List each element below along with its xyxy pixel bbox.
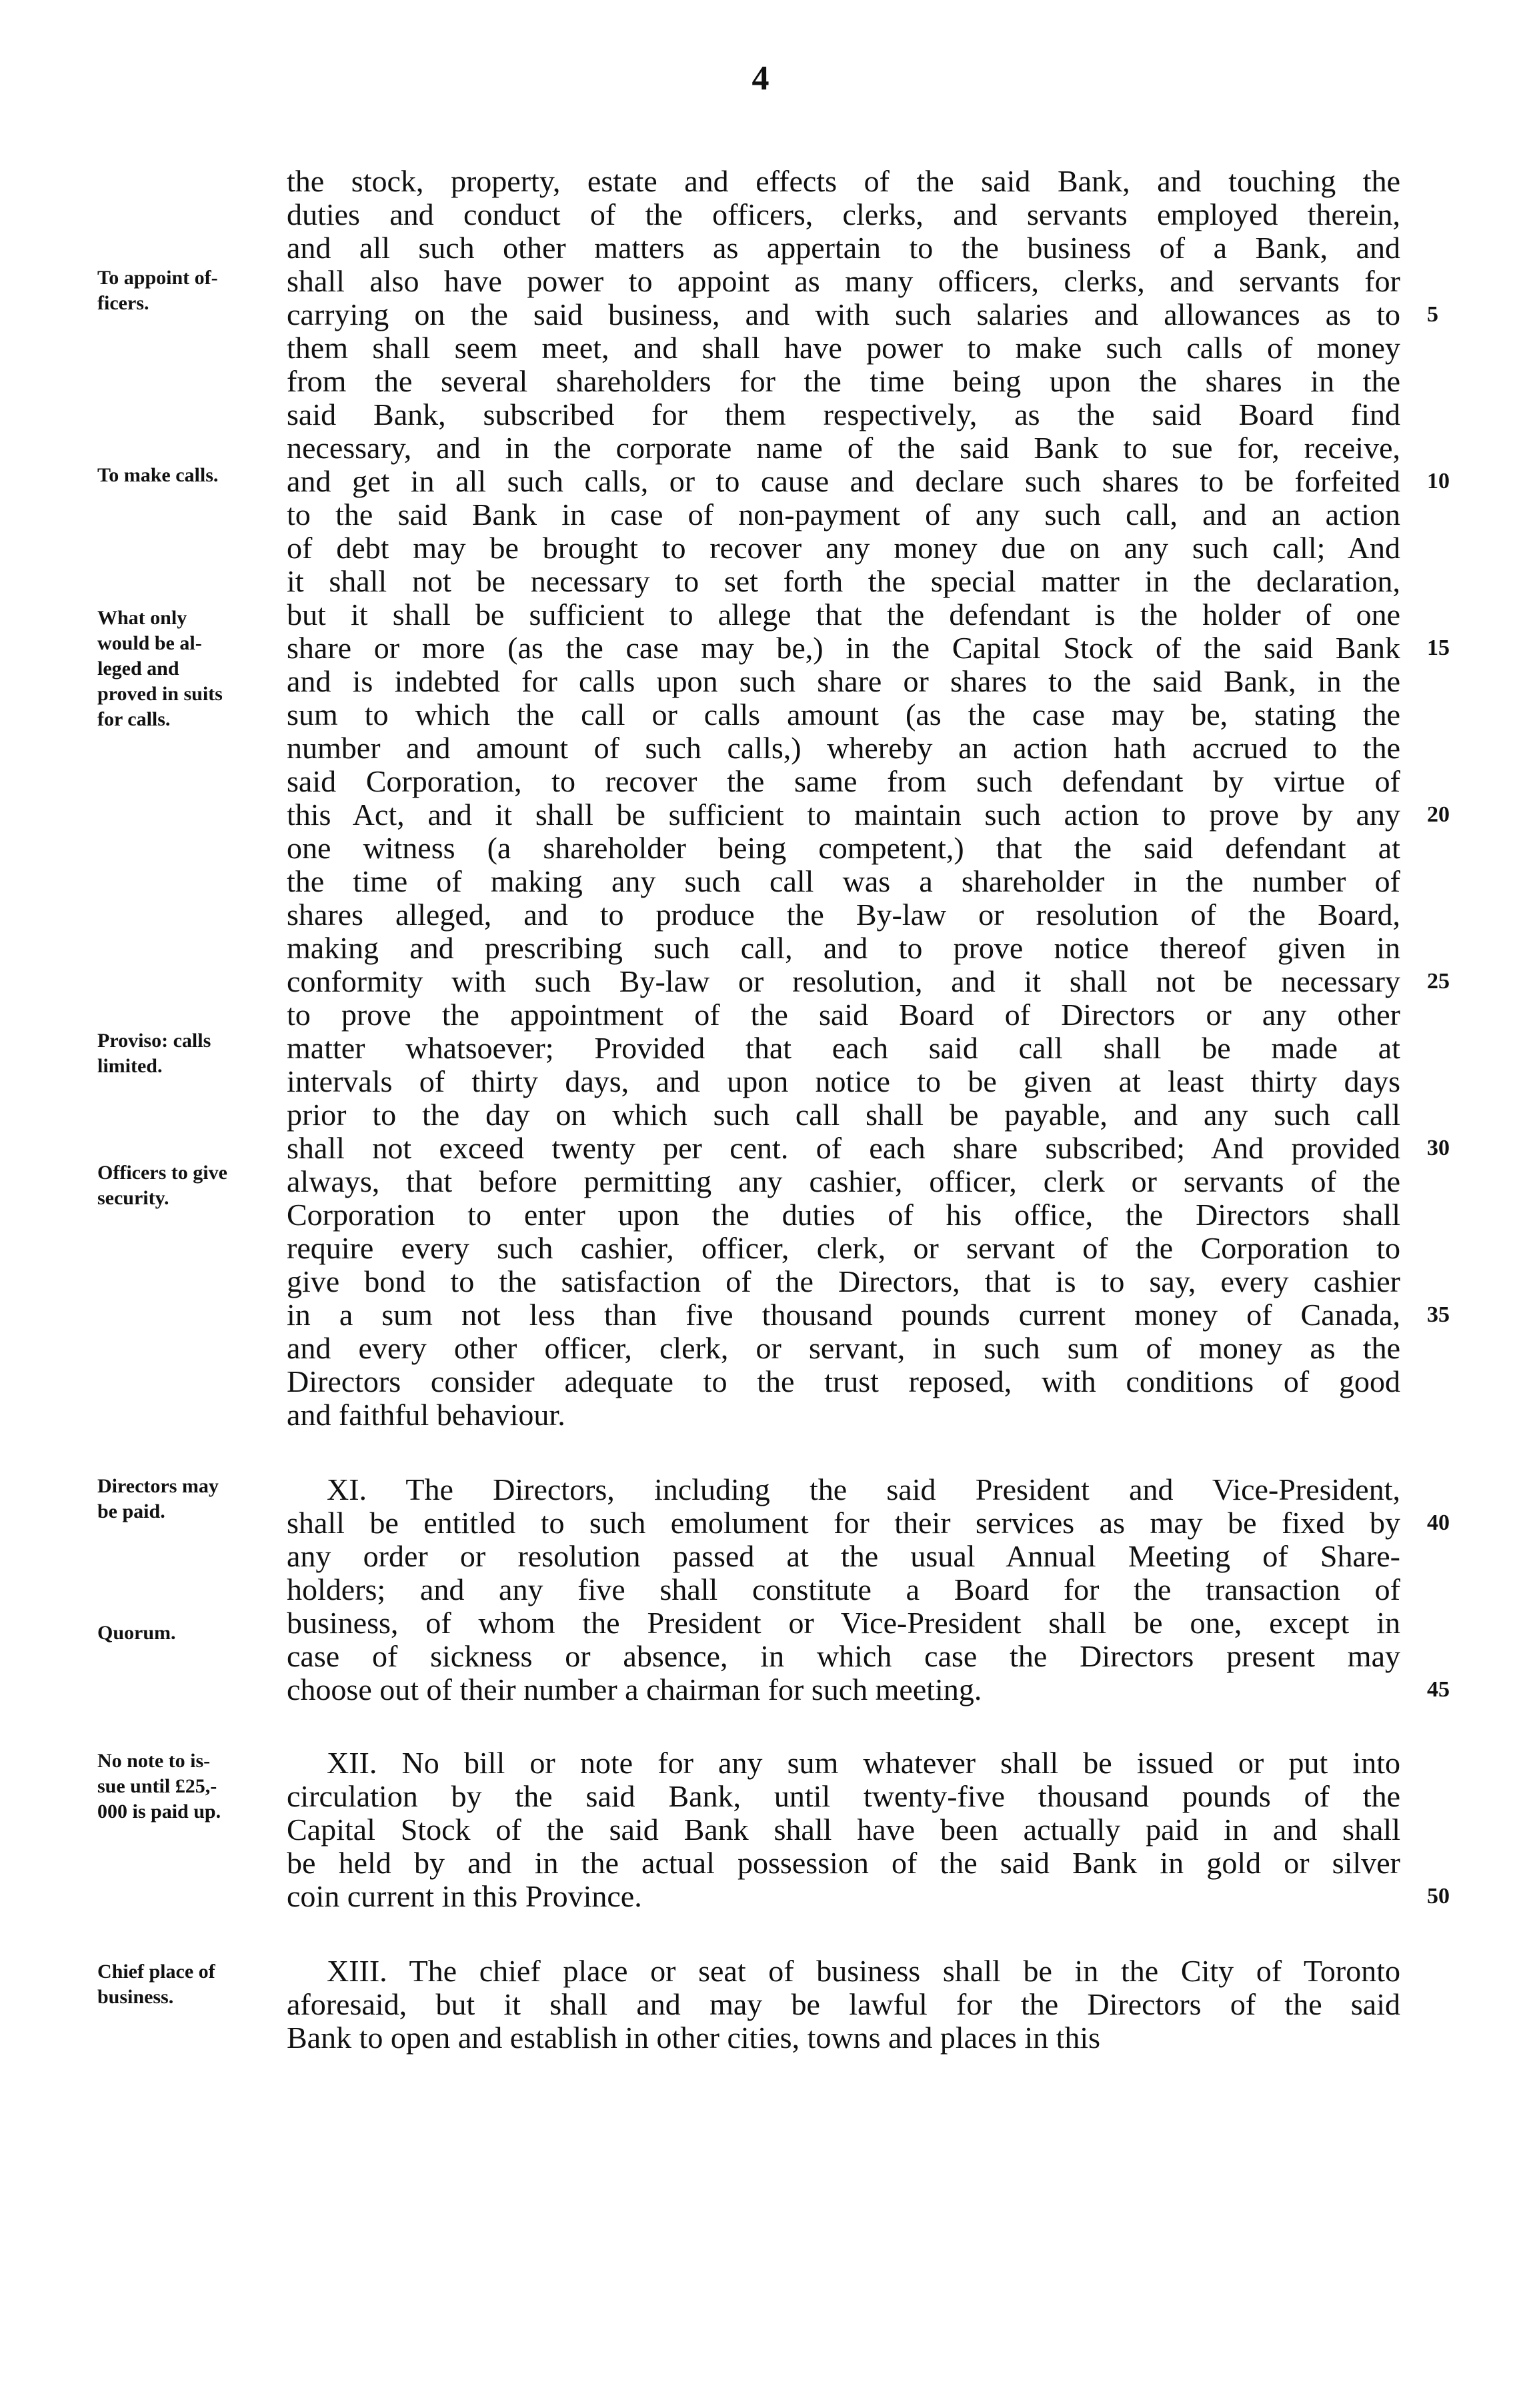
body-line: matter whatsoever; Provided that each said call shall be made at — [287, 1031, 1400, 1065]
line-number: 40 — [1427, 1510, 1450, 1535]
body-line: shares alleged, and to produce the By-law or resolution of the Board, — [287, 898, 1400, 932]
body-line: to the said Bank in case of non-payment of any such call, and an action — [287, 497, 1400, 531]
line-number: 5 — [1427, 302, 1438, 327]
body-line: it shall not be necessary to set forth the special matter in the declaration, — [287, 564, 1400, 598]
body-line: carrying on the said business, and with such salaries and allowances as to — [287, 297, 1400, 331]
body-line: holders; and any five shall constitute a Board for the transaction of — [287, 1572, 1400, 1606]
body-line: XI. The Directors, including the said President and Vice-President, — [327, 1472, 1400, 1506]
body-line: Directors consider adequate to the trust reposed, with conditions of good — [287, 1364, 1400, 1398]
body-line: case of sickness or absence, in which case the Directors present may — [287, 1639, 1400, 1673]
body-line: to prove the appointment of the said Board of Directors or any other — [287, 998, 1400, 1032]
body-line: and get in all such calls, or to cause and declare such shares to be forfeited — [287, 464, 1400, 498]
body-line: give bond to the satisfaction of the Directors, that is to say, every cashier — [287, 1264, 1400, 1298]
line-number: 50 — [1427, 1884, 1450, 1909]
body-line: shall also have power to appoint as many officers, clerks, and servants for — [287, 264, 1400, 298]
body-line: always, that before permitting any cashier, officer, clerk or servants of the — [287, 1164, 1400, 1198]
body-line: business, of whom the President or Vice-President shall be one, except in — [287, 1606, 1400, 1640]
body-line: and every other officer, clerk, or servant, in such sum of money as the — [287, 1331, 1400, 1365]
body-line: the stock, property, estate and effects of the said Bank, and touching the — [287, 164, 1400, 198]
body-line: Corporation to enter upon the duties of his office, the Directors shall — [287, 1198, 1400, 1232]
line-number: 20 — [1427, 802, 1450, 827]
body-line: conformity with such By-law or resolution, and it shall not be necessary — [287, 964, 1400, 998]
body-line: but it shall be sufficient to allege that the defendant is the holder of one — [287, 597, 1400, 632]
body-line: XII. No bill or note for any sum whatever shall be issued or put into — [327, 1746, 1400, 1780]
body-line: from the several shareholders for the time being upon the shares in the — [287, 364, 1400, 398]
body-line: one witness (a shareholder being competent,) that the said defendant at — [287, 831, 1400, 865]
body-line: and faithful behaviour. — [287, 1398, 565, 1432]
body-line: coin current in this Province. — [287, 1879, 642, 1913]
body-line: choose out of their number a chairman for such meeting. — [287, 1672, 982, 1706]
body-line: said Corporation, to recover the same from such defendant by virtue of — [287, 764, 1400, 798]
margin-note: Officers to give security. — [97, 1162, 227, 1209]
body-line: XIII. The chief place or seat of business shall be in the City of Toronto — [327, 1954, 1400, 1988]
body-line: them shall seem meet, and shall have power to make such calls of money — [287, 331, 1400, 365]
body-line: number and amount of such calls,) whereby an action hath accrued to the — [287, 731, 1400, 765]
body-line: shall be entitled to such emolument for their services as may be fixed by — [287, 1506, 1400, 1540]
line-number: 45 — [1427, 1677, 1450, 1702]
line-number: 15 — [1427, 636, 1450, 660]
line-number: 25 — [1427, 969, 1450, 994]
body-line: and is indebted for calls upon such share or shares to the said Bank, in the — [287, 664, 1400, 698]
body-line: intervals of thirty days, and upon notice to be given at least thirty days — [287, 1064, 1400, 1098]
margin-note: What only would be al- leged and proved in suits for calls. — [97, 607, 223, 730]
body-line: and all such other matters as appertain to the business of a Bank, and — [287, 231, 1400, 265]
margin-note: To appoint of- ficers. — [97, 267, 218, 314]
body-line: this Act, and it shall be sufficient to maintain such action to prove by any — [287, 798, 1400, 832]
body-line: aforesaid, but it shall and may be lawful for the Directors of the said — [287, 1987, 1400, 2021]
line-number: 10 — [1427, 469, 1450, 493]
margin-note: Proviso: calls limited. — [97, 1030, 211, 1077]
body-line: Bank to open and establish in other cities, towns and places in this — [287, 2021, 1101, 2055]
margin-note: No note to is- sue until £25,- 000 is paid up. — [97, 1750, 221, 1823]
body-line: Capital Stock of the said Bank shall have been actually paid in and shall — [287, 1813, 1400, 1847]
body-line: said Bank, subscribed for them respectively, as the said Board find — [287, 397, 1400, 431]
margin-note: Chief place of business. — [97, 1961, 215, 2008]
body-line: prior to the day on which such call shall be payable, and any such call — [287, 1098, 1400, 1132]
body-line: shall not exceed twenty per cent. of each share subscribed; And provided — [287, 1131, 1400, 1165]
body-line: of debt may be brought to recover any money due on any such call; And — [287, 531, 1400, 565]
body-line: making and prescribing such call, and to prove notice thereof given in — [287, 931, 1400, 965]
body-line: circulation by the said Bank, until twenty-five thousand pounds of the — [287, 1779, 1400, 1813]
line-number: 35 — [1427, 1302, 1450, 1327]
margin-note: Directors may be paid. — [97, 1475, 219, 1522]
body-line: share or more (as the case may be,) in the Capital Stock of the said Bank — [287, 631, 1400, 665]
body-line: duties and conduct of the officers, clerks, and servants employed therein, — [287, 197, 1400, 231]
body-line: in a sum not less than five thousand pounds current money of Canada, — [287, 1298, 1400, 1332]
body-line: require every such cashier, officer, clerk, or servant of the Corporation to — [287, 1231, 1400, 1265]
body-line: necessary, and in the corporate name of the said Bank to sue for, receive, — [287, 431, 1400, 465]
page-number: 4 — [751, 59, 770, 97]
body-line: any order or resolution passed at the usual Annual Meeting of Share- — [287, 1539, 1400, 1573]
margin-note: Quorum. — [97, 1622, 176, 1644]
body-line: be held by and in the actual possession of the said Bank in gold or silver — [287, 1846, 1400, 1880]
line-number: 30 — [1427, 1136, 1450, 1160]
body-line: the time of making any such call was a shareholder in the number of — [287, 864, 1400, 898]
margin-note: To make calls. — [97, 464, 219, 486]
body-line: sum to which the call or calls amount (as the case may be, stating the — [287, 698, 1400, 732]
